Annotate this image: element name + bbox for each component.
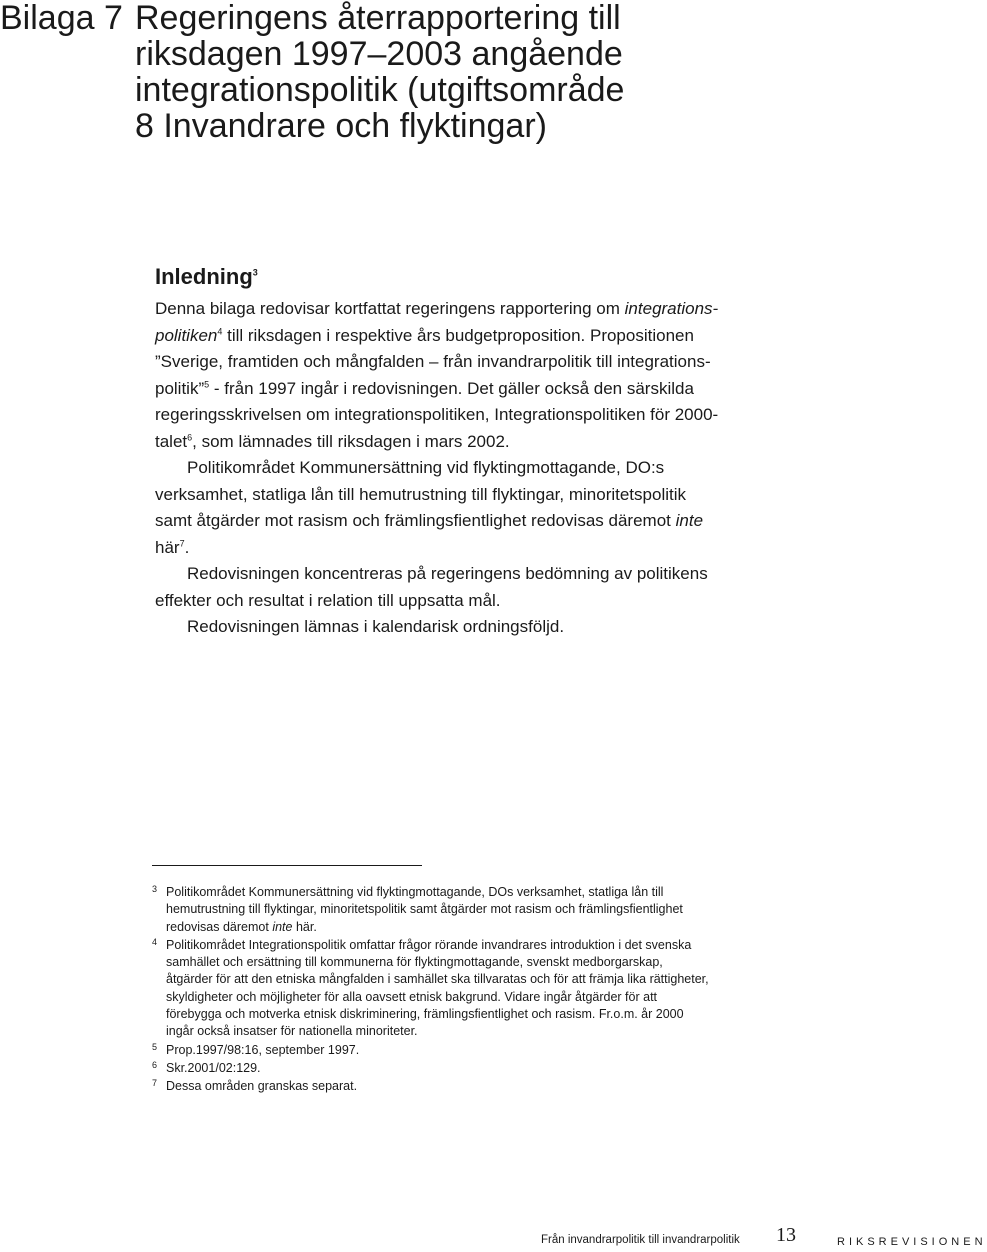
section-title-text: Inledning bbox=[155, 264, 253, 289]
footnote-line: Politikområdet Kommunersättning vid flyktingmottagande, DOs verksamhet, statliga lån till bbox=[166, 885, 664, 899]
text-run: , som lämnades till riksdagen i mars 2002. bbox=[192, 431, 510, 451]
text-run: samt åtgärder mot rasism och främlingsfientlighet redovisas däremot bbox=[155, 511, 676, 530]
footnote-line: hemutrustning till flyktingar, minoritetspolitik samt åtgärder mot rasism och främlingsfientlighet bbox=[166, 902, 683, 917]
footnote-line: Skr.2001/02:129. bbox=[166, 1060, 261, 1075]
emphasis-text: integrations- bbox=[624, 299, 719, 318]
footnote-6 bbox=[152, 1060, 792, 1077]
title-line: 8 Invandrare och flyktingar) bbox=[135, 107, 547, 145]
footnote-ref[interactable]: 3 bbox=[252, 267, 258, 278]
page-number: 13 bbox=[776, 1224, 796, 1246]
title-line: Regeringens återrapportering till bbox=[135, 0, 621, 37]
footnote-divider bbox=[152, 865, 422, 866]
text-line bbox=[155, 535, 955, 562]
footnote-number: 6 bbox=[152, 1059, 158, 1070]
text-run: här. bbox=[292, 919, 317, 934]
footnote-line: Politikområdet Integrationspolitik omfattar frågor rörande invandrares introduktion i det svenska bbox=[166, 937, 692, 952]
text-line: regeringsskrivelsen om integrationspolitiken, Integrationspolitiken för 2000- bbox=[155, 405, 719, 424]
page-footer bbox=[0, 1224, 987, 1252]
footnote-line: åtgärder för att den etniska mångfalden i samhället ska tillvaratas och för att främja lika rättigheter, bbox=[166, 972, 709, 987]
paragraph-2 bbox=[155, 455, 955, 561]
text-line bbox=[155, 429, 955, 456]
footnote-ref[interactable]: 5 bbox=[204, 378, 210, 389]
text-line bbox=[155, 323, 955, 350]
text-run: Denna bilaga redovisar kortfattat regeringens rapportering om bbox=[155, 299, 625, 318]
introduction-section bbox=[155, 262, 955, 641]
footnotes bbox=[152, 884, 792, 1097]
text-line bbox=[155, 296, 955, 323]
footnote-line: Dessa områden granskas separat. bbox=[166, 1079, 358, 1094]
text-line: ”Sverige, framtiden och mångfalden – från invandrarpolitik till integrations- bbox=[155, 352, 711, 371]
footnote-line: ingår också insatser för nationella minoriteter. bbox=[166, 1024, 418, 1039]
emphasis-text: inte bbox=[675, 511, 704, 530]
footer-brand: RIKSREVISIONEN bbox=[837, 1236, 987, 1248]
footnote-line: skyldigheter och möjligheter för alla oavsett etnisk bakgrund. Vidare ingår åtgärder för att bbox=[166, 989, 658, 1004]
footnote-line: samhället och ersättning till kommunerna för flyktingmottagande, svenskt medborgarskap, bbox=[166, 955, 663, 970]
footnote-7 bbox=[152, 1078, 792, 1095]
emphasis-text: politiken bbox=[155, 325, 218, 345]
text-run: redovisas däremot bbox=[166, 919, 273, 934]
title-line: integrationspolitik (utgiftsområde bbox=[135, 71, 625, 109]
footnote-line: förebygga och motverka etnisk diskriminering, främlingsfientlighet och rasism. Fr.o.m. år 2000 bbox=[166, 1007, 684, 1022]
footnote-line bbox=[166, 919, 792, 936]
footnote-number: 3 bbox=[152, 884, 158, 894]
text-run: . bbox=[184, 537, 190, 557]
footnote-ref[interactable]: 6 bbox=[187, 431, 193, 442]
appendix-label: Bilaga 7 bbox=[0, 0, 123, 37]
footnote-line: Prop.1997/98:16, september 1997. bbox=[166, 1042, 360, 1057]
footnote-5 bbox=[152, 1042, 792, 1059]
text-line: effekter och resultat i relation till uppsatta mål. bbox=[155, 590, 501, 610]
footnote-number: 4 bbox=[152, 936, 158, 947]
text-run: här bbox=[155, 537, 180, 557]
paragraph-4 bbox=[155, 614, 955, 641]
text-line: Redovisningen lämnas i kalendarisk ordningsföljd. bbox=[187, 617, 565, 636]
footer-document-title: Från invandrarpolitik till invandrarpolitik bbox=[541, 1234, 740, 1246]
text-line bbox=[155, 376, 955, 403]
footnote-ref[interactable]: 7 bbox=[179, 537, 185, 548]
text-run: till riksdagen i respektive års budgetproposition. Propositionen bbox=[222, 325, 694, 345]
text-run: - från 1997 ingår i redovisningen. Det gäller också den särskilda bbox=[209, 378, 694, 398]
text-run: talet bbox=[155, 431, 188, 451]
paragraph-1 bbox=[155, 296, 955, 455]
text-line bbox=[155, 508, 955, 535]
paragraph-3 bbox=[155, 561, 955, 614]
text-run: politik” bbox=[155, 378, 205, 398]
footnote-ref[interactable]: 4 bbox=[217, 325, 223, 336]
footnote-number: 5 bbox=[152, 1041, 158, 1052]
text-line: Politikområdet Kommunersättning vid flyktingmottagande, DO:s bbox=[187, 458, 665, 477]
emphasis-text: inte bbox=[272, 919, 293, 934]
title-line: riksdagen 1997–2003 angående bbox=[135, 35, 623, 73]
text-line: verksamhet, statliga lån till hemutrustning till flyktingar, minoritetspolitik bbox=[155, 484, 686, 504]
footnote-number: 7 bbox=[152, 1078, 158, 1089]
section-title bbox=[155, 262, 955, 292]
text-line: Redovisningen koncentreras på regeringens bedömning av politikens bbox=[187, 564, 708, 583]
appendix-title bbox=[135, 0, 925, 144]
footnote-3 bbox=[152, 884, 792, 936]
footnote-4 bbox=[152, 937, 792, 1041]
